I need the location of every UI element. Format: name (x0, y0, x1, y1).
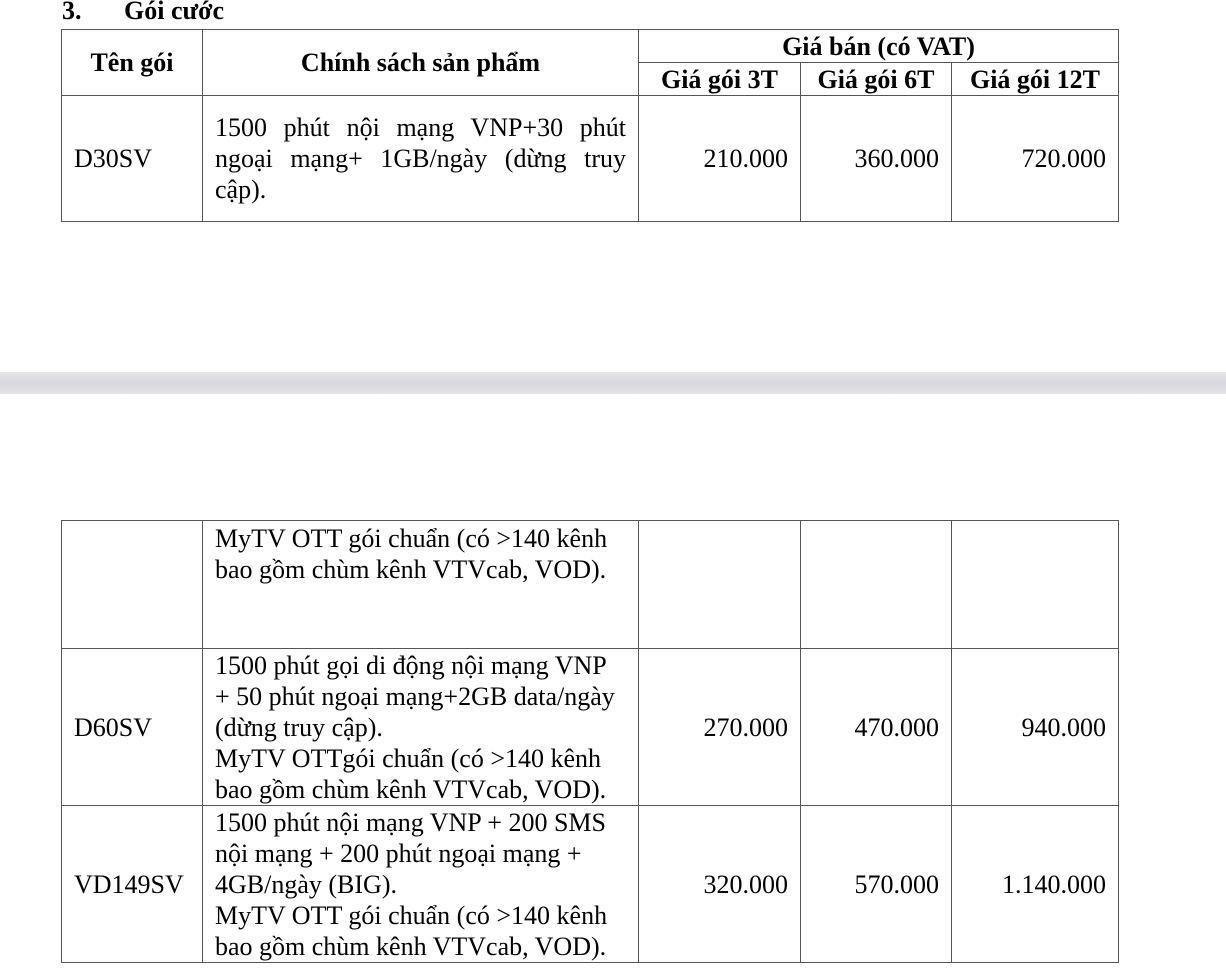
package-name (62, 521, 203, 649)
header-price-3t: Giá gói 3T (639, 63, 801, 96)
price-table (61, 29, 1119, 222)
price-6t (801, 521, 952, 649)
package-policy: 1500 phút nội mạng VNP+30 phút ngoại mạng+ 1GB/ngày (dừng truy cập). (203, 96, 639, 222)
page-break-separator (0, 372, 1226, 394)
header-package-name: Tên gói (62, 30, 203, 96)
header-price-group: Giá bán (có VAT) (639, 30, 1119, 63)
header-policy: Chính sách sản phẩm (203, 30, 639, 96)
table-row (62, 806, 1119, 963)
price-12t: 1.140.000 (952, 806, 1119, 963)
package-policy (203, 649, 639, 806)
price-12t: 940.000 (952, 649, 1119, 806)
package-name: D60SV (62, 649, 203, 806)
price-3t (639, 521, 801, 649)
table-row (62, 649, 1119, 806)
section-title: Gói cước (124, 0, 225, 25)
policy-line: MyTV OTT gói chuẩn (có >140 kênh (215, 900, 608, 930)
package-name: D30SV (62, 96, 203, 222)
price-3t: 270.000 (639, 649, 801, 806)
table-row (62, 521, 1119, 649)
price-12t: 720.000 (952, 96, 1119, 222)
header-price-12t: Giá gói 12T (952, 63, 1119, 96)
price-12t (952, 521, 1119, 649)
package-name: VD149SV (62, 806, 203, 963)
policy-line: bao gồm chùm kênh VTVcab, VOD). (215, 931, 607, 961)
package-policy (203, 806, 639, 963)
policy-line: bao gồm chùm kênh VTVcab, VOD). (215, 774, 607, 804)
section-number: 3. (62, 0, 82, 25)
price-6t: 570.000 (801, 806, 952, 963)
table-row (62, 96, 1119, 222)
policy-line: (dừng truy cập). (215, 712, 383, 742)
price-3t: 210.000 (639, 96, 801, 222)
policy-line: 4GB/ngày (BIG). (215, 869, 397, 899)
policy-line: 1500 phút nội mạng VNP + 200 SMS (215, 807, 606, 837)
header-price-6t: Giá gói 6T (801, 63, 952, 96)
price-6t: 360.000 (801, 96, 952, 222)
price-3t: 320.000 (639, 806, 801, 963)
policy-line: + 50 phút ngoại mạng+2GB data/ngày (215, 681, 615, 711)
package-policy: MyTV OTT gói chuẩn (có >140 kênh bao gồm chùm kênh VTVcab, VOD). (203, 521, 639, 649)
policy-line: 1500 phút gọi di động nội mạng VNP (215, 650, 607, 680)
policy-line: MyTV OTTgói chuẩn (có >140 kênh (215, 743, 602, 773)
policy-line: nội mạng + 200 phút ngoại mạng + (215, 838, 582, 868)
section-heading (62, 0, 224, 26)
price-table-continued (61, 520, 1119, 963)
price-6t: 470.000 (801, 649, 952, 806)
